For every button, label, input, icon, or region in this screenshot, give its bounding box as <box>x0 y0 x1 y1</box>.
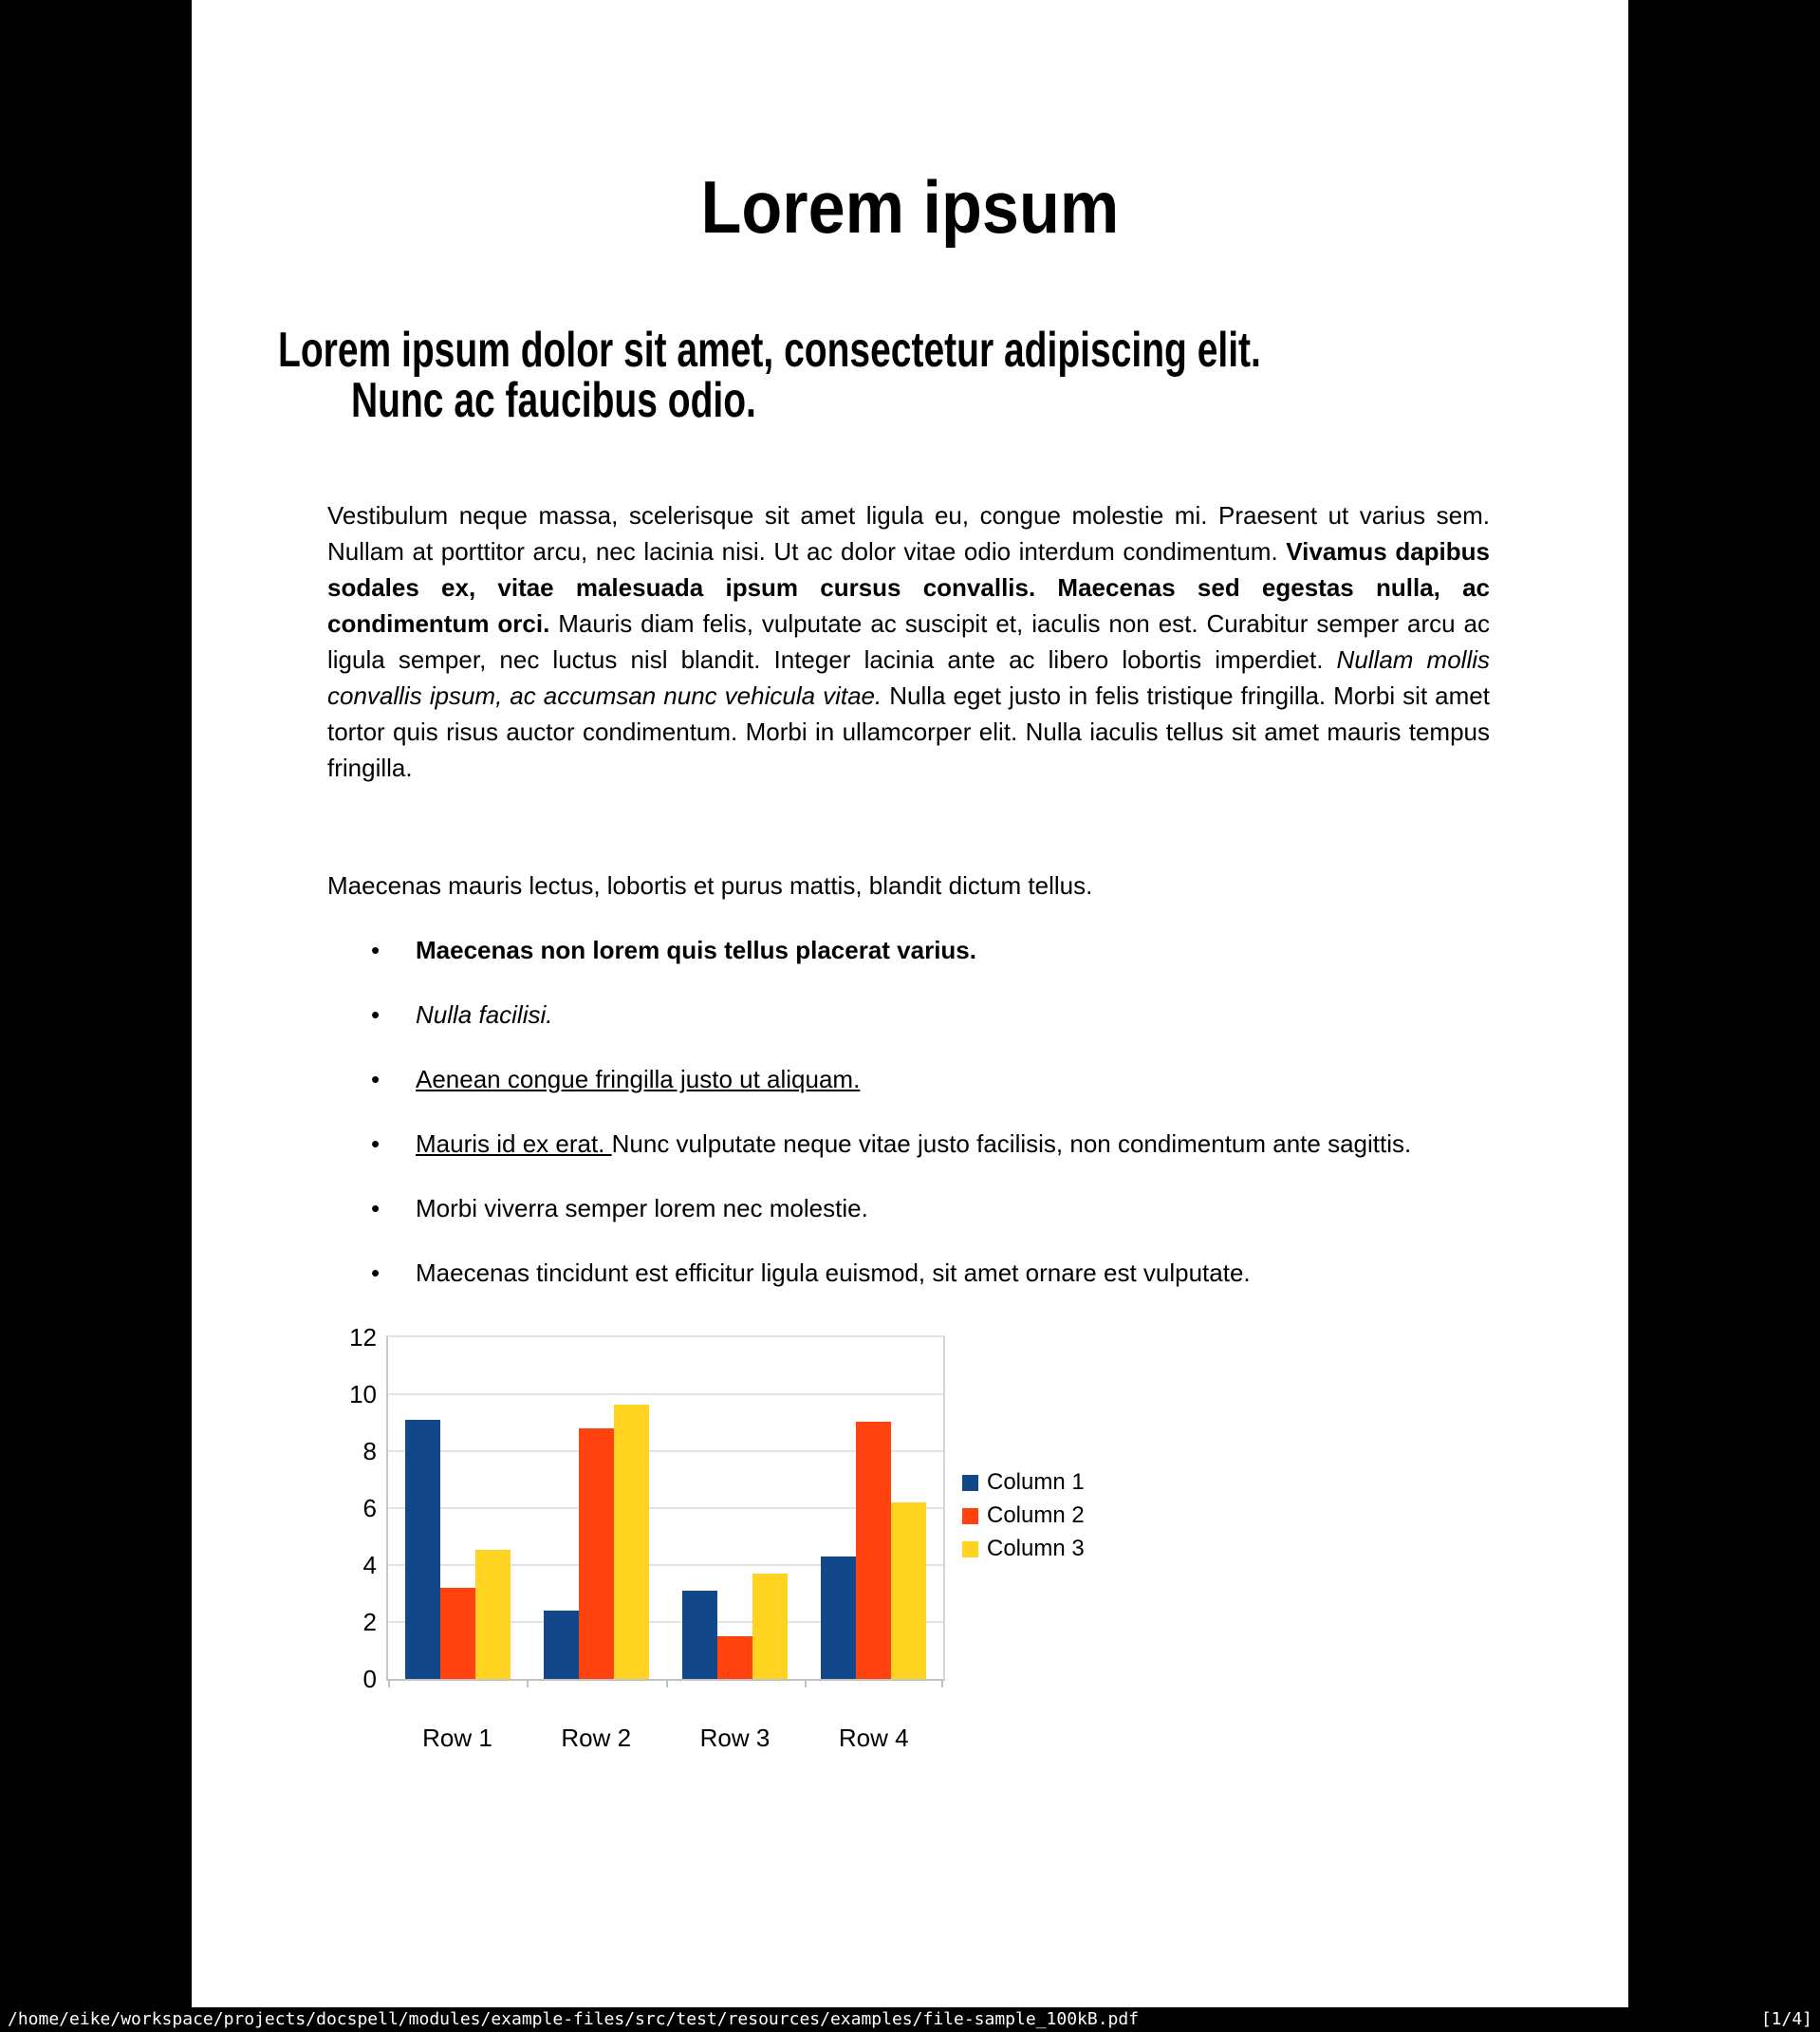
x-axis-label: Row 1 <box>422 1724 492 1752</box>
page-indicator: [1/4] <box>1760 2009 1812 2029</box>
legend-swatch <box>962 1475 978 1491</box>
x-axis-label: Row 2 <box>561 1724 632 1752</box>
bar-row4-column1 <box>821 1557 856 1679</box>
x-axis-tick <box>527 1679 529 1687</box>
y-axis-label: 6 <box>362 1494 377 1522</box>
bullet-segment-italic: Nulla facilisi. <box>416 1000 553 1029</box>
bar-row3-column3 <box>752 1574 788 1679</box>
bullet-segment-underline: Aenean congue fringilla justo ut aliquam. <box>416 1065 861 1093</box>
status-bar <box>0 2007 1820 2032</box>
paragraph-segment-normal: Mauris diam felis, vulputate ac suscipit et, iaculis non est. Curabitur semper arcu ac ligula semper, nec luctus nisl blandit. Integer lacinia ante ac libero lobortis imperdiet. <box>327 609 1491 674</box>
bar-row2-column3 <box>614 1405 649 1680</box>
x-axis-tick <box>805 1679 807 1687</box>
intro-paragraph: Maecenas mauris lectus, lobortis et purus mattis, blandit dictum tellus. <box>327 871 1093 900</box>
paragraph-segment-italic: Nullam mollis convallis ipsum, ac accumsan nunc vehicula vitae. <box>327 645 1491 710</box>
section-heading-line2: Nunc ac faucibus odio. <box>351 373 756 428</box>
y-axis-label: 0 <box>362 1665 377 1693</box>
paragraph-segment-normal: Nulla eget justo in felis tristique fringilla. Morbi sit amet tortor quis risus auctor condimentum. Morbi in ullamcorper elit. Nulla iaculis tellus sit amet mauris tempus fringilla. <box>327 681 1490 782</box>
legend-label: Column 2 <box>987 1502 1085 1528</box>
paragraph-segment-normal: Vestibulum neque massa, scelerisque sit amet ligula eu, congue molestie mi. Praesent ut varius sem. Nullam at porttitor arcu, nec lacinia nisi. Ut ac dolor vitae odio interdum condimentum. <box>327 501 1490 566</box>
y-axis-label: 10 <box>349 1380 377 1408</box>
x-axis-tick <box>666 1679 668 1687</box>
legend-item <box>962 1504 1085 1527</box>
section-heading-line1: Lorem ipsum dolor sit amet, consectetur adipiscing elit. <box>278 323 1261 378</box>
bullet-segment-bold: Maecenas non lorem quis tellus placerat varius. <box>416 936 976 964</box>
bullet-segment-normal: Maecenas tincidunt est efficitur ligula euismod, sit amet ornare est vulputate. <box>416 1258 1251 1287</box>
bar-row1-column1 <box>405 1420 440 1679</box>
paragraph-segment-bold: Vivamus dapibus sodales ex, vitae malesuada ipsum cursus convallis. Maecenas sed egestas nulla, ac condimentum orci. <box>327 537 1491 638</box>
chart-legend <box>962 1471 1085 1571</box>
chart-plot-area <box>349 1323 945 1752</box>
legend-label: Column 3 <box>987 1536 1085 1561</box>
bar-row4-column2 <box>856 1422 891 1679</box>
document-page[interactable] <box>192 0 1628 2007</box>
bar-row1-column2 <box>440 1588 475 1679</box>
chart-gridline <box>388 1393 943 1395</box>
bar-row1-column3 <box>475 1550 511 1679</box>
bar-chart <box>192 0 1628 2007</box>
file-path: /home/eike/workspace/projects/docspell/modules/example-files/src/test/resources/examples/file-sample_100kB.pdf <box>8 2009 1140 2029</box>
bullet-segment-normal: Morbi viverra semper lorem nec molestie. <box>416 1194 868 1222</box>
legend-item <box>962 1538 1085 1560</box>
x-axis-tick <box>388 1679 390 1687</box>
legend-item <box>962 1471 1085 1494</box>
y-axis-label: 8 <box>362 1437 377 1465</box>
bar-row2-column2 <box>579 1428 614 1679</box>
legend-swatch <box>962 1508 978 1524</box>
document-title-text: Lorem ipsum <box>700 165 1120 249</box>
legend-label: Column 1 <box>987 1469 1085 1495</box>
y-axis-label: 2 <box>362 1608 377 1636</box>
bullet-segment-normal: Nunc vulputate neque vitae justo facilisis, non condimentum ante sagittis. <box>611 1129 1412 1158</box>
x-axis-label: Row 3 <box>699 1724 771 1752</box>
y-axis-label: 12 <box>349 1323 377 1352</box>
bar-row3-column1 <box>682 1591 717 1679</box>
bar-row4-column3 <box>891 1502 926 1679</box>
bar-row3-column2 <box>717 1636 752 1679</box>
bullet-segment-underline: Mauris id ex erat. <box>416 1129 612 1158</box>
legend-swatch <box>962 1541 978 1557</box>
x-axis-tick <box>941 1679 943 1687</box>
x-axis-label: Row 4 <box>838 1724 909 1752</box>
bar-row2-column1 <box>544 1611 579 1679</box>
y-axis-label: 4 <box>362 1551 377 1579</box>
